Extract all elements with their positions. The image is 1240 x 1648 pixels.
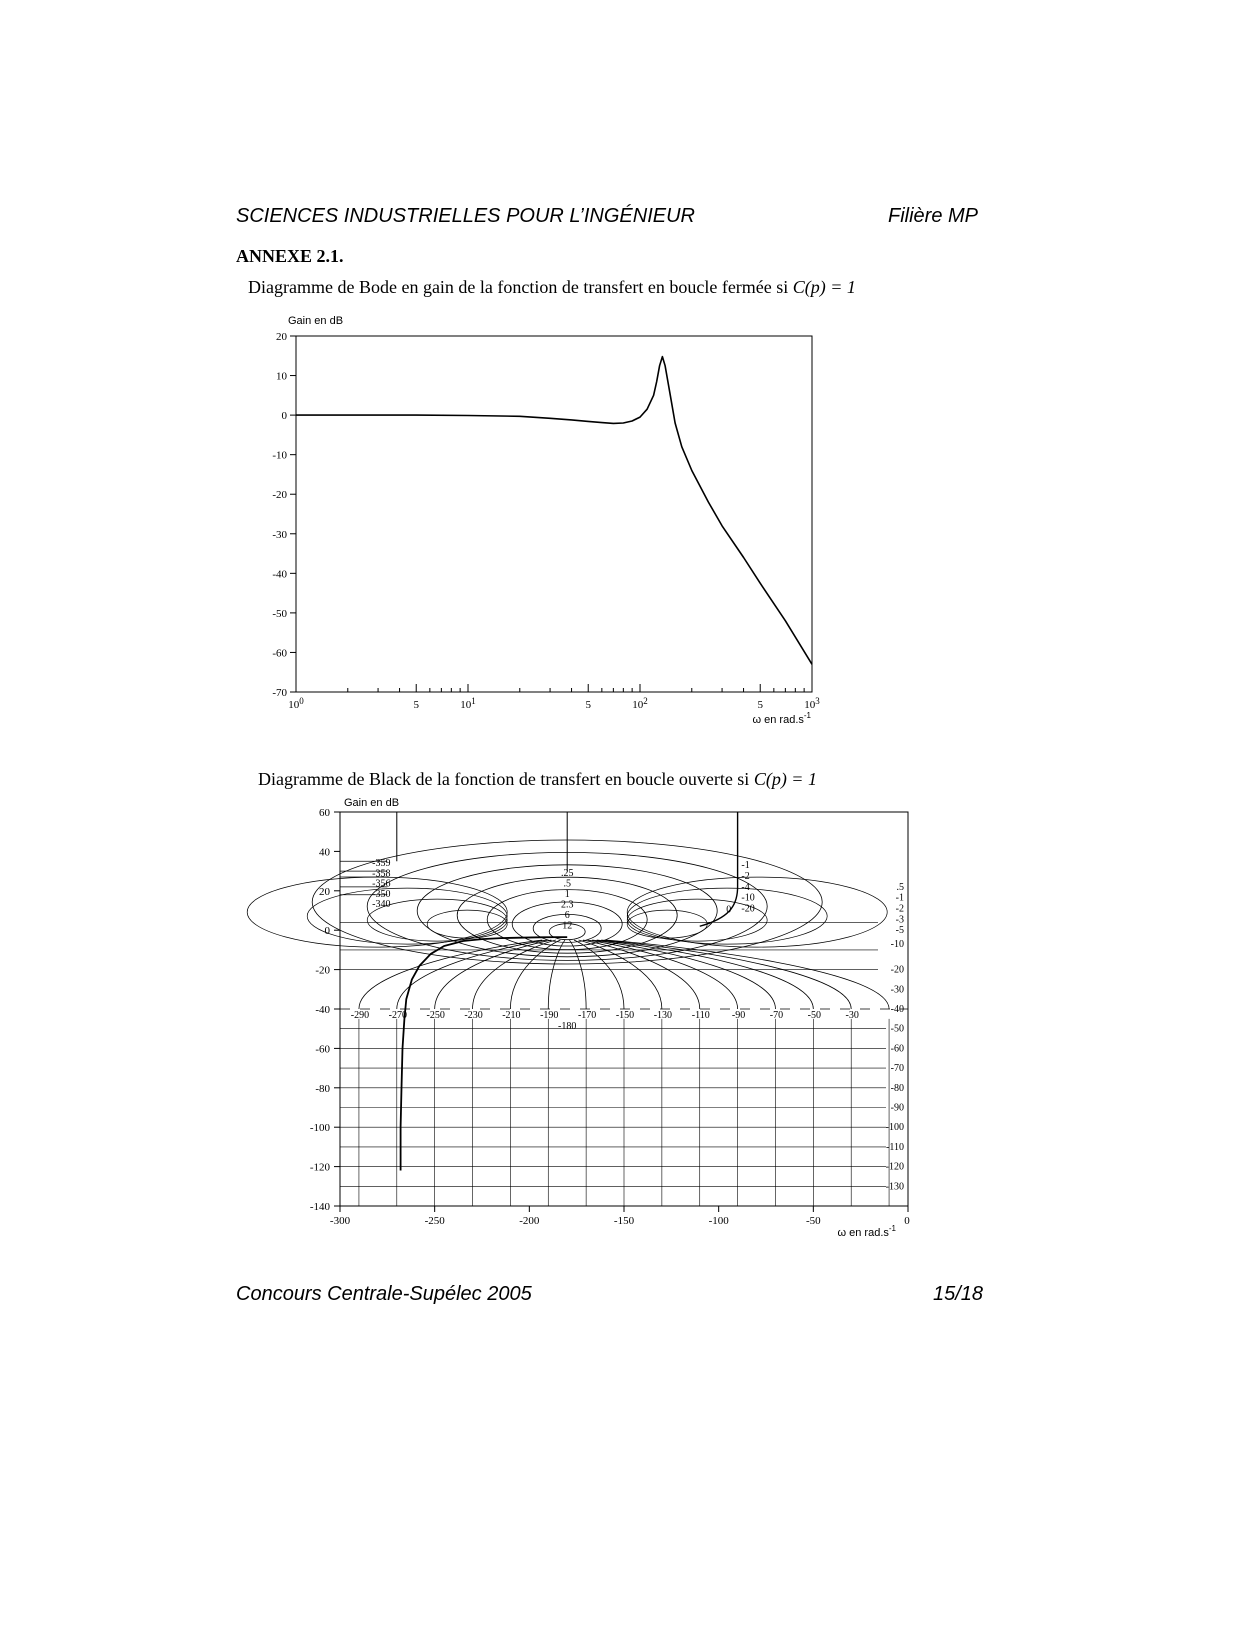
black-right-edge-label: -40 <box>890 1004 904 1015</box>
bode-y-tick-label: 10 <box>276 370 287 383</box>
black-phase-label: -250 <box>426 1010 445 1021</box>
black-right-edge-label: -60 <box>890 1043 904 1055</box>
black-y-tick-label: -20 <box>315 964 330 977</box>
black-right-edge-label: -80 <box>890 1082 904 1094</box>
bode-x-tick-label: 5 <box>757 699 763 711</box>
black-phase-label: -50 <box>807 1010 822 1021</box>
black-y-tick-label: 40 <box>319 846 330 859</box>
black-x-tick-label: -100 <box>708 1215 729 1227</box>
black-left-contour-label: -350 <box>372 888 391 900</box>
black-caption <box>258 768 817 790</box>
black-right-edge-label: -20 <box>890 964 904 976</box>
black-x-axis-label: ω en $rad.s^{-1}$ <box>837 1224 896 1239</box>
bode-x-tick-label: $10^2$ <box>632 696 648 711</box>
page-header-title: SCIENCES INDUSTRIELLES POUR L’INGÉNIEUR <box>236 205 695 227</box>
black-left-contour-label: -340 <box>372 899 391 911</box>
black-phase-label: -150 <box>615 1010 635 1021</box>
black-x-tick-label: -200 <box>519 1215 540 1227</box>
bode-y-tick-label: 20 <box>276 331 287 343</box>
black-right-contour-label: -4 <box>741 881 750 893</box>
black-right-contour-label: -10 <box>741 892 755 904</box>
black-phase-label: -30 <box>845 1010 859 1021</box>
black-phase-curve <box>574 940 624 1009</box>
black-phase-label: -90 <box>731 1010 746 1021</box>
black-right-edge-label: -1 <box>895 892 904 904</box>
black-gain-lobe <box>627 888 827 944</box>
black-right-contour-label: -20 <box>741 903 755 915</box>
bode-y-tick-label: -10 <box>272 449 287 462</box>
black-right-edge-label: -130 <box>885 1181 904 1193</box>
page-footer-source: Concours Centrale-Supélec 2005 <box>236 1283 532 1305</box>
bode-gain-curve <box>296 357 812 665</box>
bode-x-tick-label: 5 <box>413 699 419 711</box>
black-phase-label: -110 <box>691 1010 710 1021</box>
black-phase-label: -190 <box>540 1010 559 1021</box>
bode-y-tick-label: -70 <box>272 687 287 699</box>
black-center-contour-label: 1 <box>564 888 570 900</box>
black-right-edge-label: -2 <box>895 903 904 915</box>
black-left-contour-label: -359 <box>372 858 391 870</box>
black-left-contour-label: -358 <box>372 868 391 880</box>
black-x-tick-label: 0 <box>904 1215 910 1227</box>
black-asymptote-curve <box>700 812 738 926</box>
black-right-contour-label: -1 <box>741 860 750 872</box>
black-right-edge-label: -30 <box>890 984 904 996</box>
bode-caption-text: Diagramme de Bode en gain de la fonction de transfert en boucle fermée si <box>248 277 793 297</box>
bode-x-tick-label: $10^1$ <box>460 696 476 711</box>
bode-caption-math: C(p) = 1 <box>792 277 856 297</box>
black-y-tick-label: -60 <box>315 1043 330 1056</box>
bode-x-tick-label: $10^0$ <box>288 696 304 711</box>
black-chart <box>0 790 960 1250</box>
black-right-edge-label: -120 <box>885 1161 904 1173</box>
page-footer-page-number: 15/18 <box>933 1283 984 1305</box>
black-x-tick-label: -50 <box>805 1215 821 1227</box>
black-right-contour-label: -2 <box>741 871 750 883</box>
bode-y-tick-label: -60 <box>272 647 287 660</box>
black-right-edge-label: -5 <box>895 925 904 937</box>
bode-y-tick-label: -50 <box>272 607 287 620</box>
black-right-edge-label: -110 <box>886 1141 904 1153</box>
black-left-contour-label: -356 <box>372 878 391 890</box>
black-center-contour-label: .25 <box>560 868 574 880</box>
black-y-tick-label: -100 <box>309 1122 330 1135</box>
black-phase-label: -170 <box>577 1010 597 1021</box>
black-phase-label: -230 <box>464 1010 483 1021</box>
black-y-tick-label: -140 <box>309 1201 330 1213</box>
black-center-contour-label: 12 <box>562 920 573 932</box>
black-phase-label: -130 <box>653 1010 673 1021</box>
black-center-contour-label: 2.3 <box>560 899 574 911</box>
bode-caption <box>248 276 856 298</box>
black-phase-label-center: -180 <box>558 1021 577 1032</box>
black-gain-lobe <box>627 910 707 938</box>
black-right-edge-label: -3 <box>895 914 904 926</box>
black-gain-lobe <box>307 885 507 944</box>
black-center-contour-label: 6 <box>564 909 570 921</box>
bode-y-tick-label: -20 <box>272 489 287 502</box>
bode-x-tick-label: 5 <box>585 699 591 711</box>
black-y-tick-label: 60 <box>319 807 330 819</box>
bode-plot-frame <box>296 336 812 692</box>
bode-y-tick-label: -40 <box>272 568 287 581</box>
page-header-filiere: Filière MP <box>888 205 979 227</box>
black-right-edge-label: -100 <box>885 1122 904 1134</box>
black-phase-curve <box>569 940 586 1009</box>
black-y-axis-label: Gain en dB <box>344 797 400 809</box>
black-right-edge-label: -10 <box>890 938 904 950</box>
black-phase-curve <box>548 940 565 1009</box>
black-open-loop-curve <box>401 937 568 1170</box>
black-y-tick-label: -120 <box>309 1161 330 1174</box>
bode-chart <box>0 310 860 730</box>
black-right-edge-label: -90 <box>890 1102 904 1114</box>
black-phase-label: -270 <box>388 1010 407 1021</box>
annexe-title: ANNEXE 2.1. <box>236 246 344 266</box>
black-y-tick-label: 0 <box>324 925 330 938</box>
black-phase-curve <box>510 940 560 1009</box>
bode-x-axis-label: ω en $rad.s^{-1}$ <box>752 711 811 726</box>
bode-y-axis-label: Gain en dB <box>288 315 344 327</box>
black-y-tick-label: -40 <box>315 1004 330 1016</box>
black-x-tick-label: -250 <box>424 1215 445 1227</box>
black-right-edge-label: .5 <box>896 881 904 893</box>
black-caption-math: C(p) = 1 <box>753 769 817 789</box>
black-center-contour-label: .5 <box>563 878 571 890</box>
black-right-edge-label: -70 <box>890 1063 904 1075</box>
black-gain-lobe <box>427 910 507 938</box>
black-y-tick-label: -80 <box>315 1082 330 1095</box>
black-x-tick-label: -150 <box>613 1215 635 1227</box>
bode-x-tick-label: $10^3$ <box>804 696 820 711</box>
black-y-tick-label: 20 <box>319 885 330 898</box>
black-caption-text: Diagramme de Black de la fonction de transfert en boucle ouverte si <box>258 769 754 789</box>
black-right-edge-label: -50 <box>890 1023 904 1035</box>
black-x-tick-label: -300 <box>329 1215 351 1227</box>
bode-y-tick-label: 0 <box>281 410 287 423</box>
bode-y-tick-label: -30 <box>272 528 287 541</box>
black-phase-label: -290 <box>350 1010 370 1021</box>
black-center-zero-label: 0 <box>726 904 732 916</box>
black-phase-label: -210 <box>502 1010 521 1021</box>
black-gain-lobe <box>627 877 887 947</box>
black-phase-label: -70 <box>769 1010 784 1021</box>
